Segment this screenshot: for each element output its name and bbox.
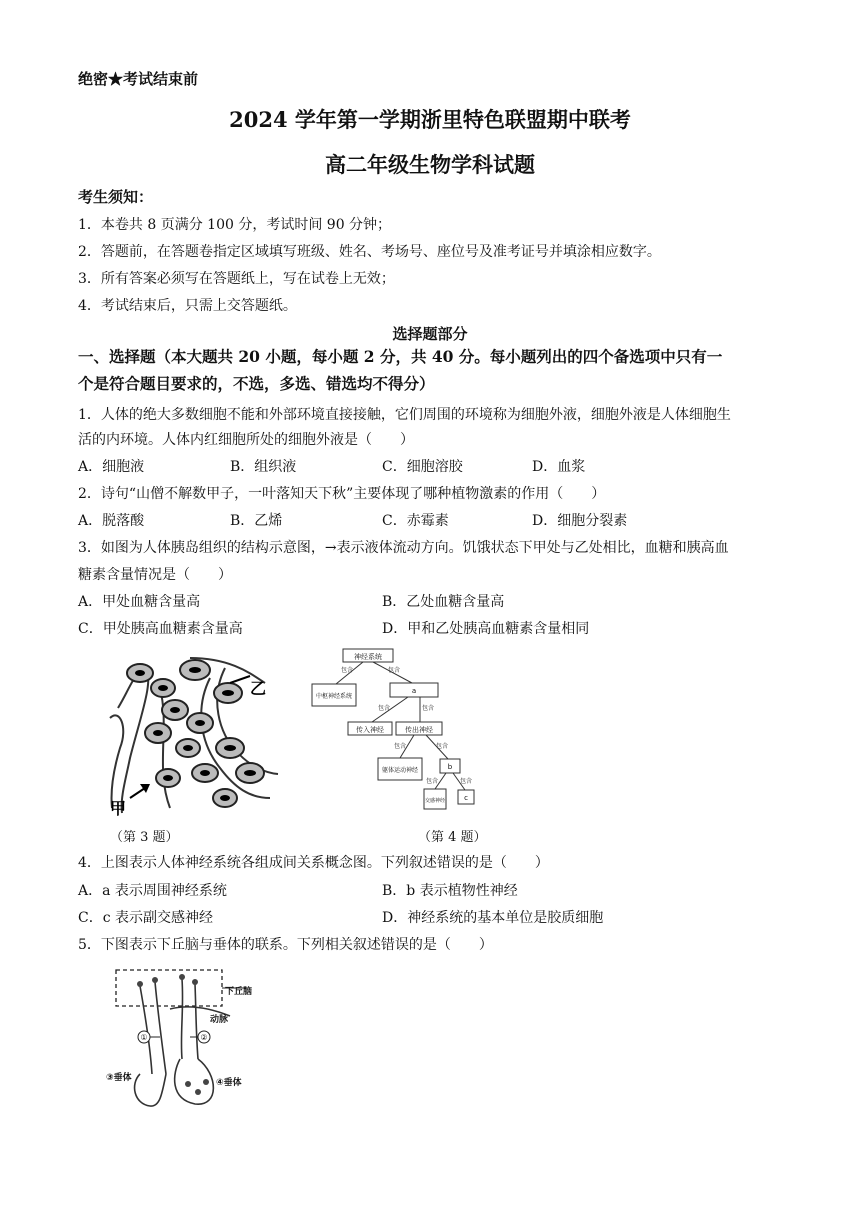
q3-option-c: C．甲处胰高血糖素含量高 bbox=[78, 621, 243, 637]
q4-option-c: C．c 表示副交感神经 bbox=[78, 910, 214, 926]
q2-option-b: B．乙烯 bbox=[230, 513, 283, 529]
edge-label: 包含 bbox=[341, 667, 354, 674]
edge-label: 包含 bbox=[426, 778, 439, 785]
section-heading: 个是符合题目要求的，不选，多选、错选均不得分） bbox=[78, 374, 435, 393]
label-hypothalamus: 下丘脑 bbox=[225, 987, 253, 997]
q3-option-d: D．甲和乙处胰高血糖素含量相同 bbox=[382, 621, 590, 637]
question-3: 3．如图为人体胰岛组织的结构示意图，→表示液体流动方向。饥饿状态下甲处与乙处相比，血糖和胰高血 bbox=[78, 540, 729, 556]
label-yi: 乙 bbox=[250, 679, 267, 698]
marker-1: ① bbox=[140, 1033, 148, 1042]
label-artery: 动脉 bbox=[210, 1015, 229, 1025]
edge-label: 包含 bbox=[378, 705, 391, 712]
notice-item: 3．所有答案必须写在答题纸上，写在试卷上无效； bbox=[78, 271, 395, 287]
section-heading: 一、选择题（本大题共 20 小题，每小题 2 分，共 40 分。每小题列出的四个备选项中只有一 bbox=[78, 347, 723, 366]
question-5: 5．下图表示下丘脑与垂体的联系。下列相关叙述错误的是（ ） bbox=[78, 937, 493, 953]
node-central: 中枢神经系统 bbox=[315, 693, 353, 700]
figure-4-caption: （第 4 题） bbox=[418, 830, 487, 845]
node-c: c bbox=[464, 794, 468, 802]
label-pituitary-4: ④垂体 bbox=[216, 1078, 242, 1088]
q2-option-d: D．细胞分裂素 bbox=[532, 513, 628, 529]
exam-title: 2024 学年第一学期浙里特色联盟期中联考 bbox=[229, 107, 631, 132]
q2-option-c: C．赤霉素 bbox=[382, 513, 449, 529]
secret-mark: 绝密★考试结束前 bbox=[78, 70, 199, 88]
figure-3-islet-diagram bbox=[100, 648, 280, 818]
q4-option-a: A．a 表示周围神经系统 bbox=[78, 883, 227, 899]
question-1-cont: 活的内环境。人体内红细胞所处的细胞外液是（ ） bbox=[78, 432, 414, 448]
edge-label: 包含 bbox=[394, 743, 407, 750]
notice-item: 2．答题前，在答题卷指定区域填写班级、姓名、考场号、座位号及准考证号并填涂相应数字。 bbox=[78, 244, 661, 260]
figure-4-concept-map bbox=[308, 646, 478, 811]
label-jia: 甲 bbox=[110, 799, 127, 818]
question-3-cont: 糖素含量情况是（ ） bbox=[78, 567, 232, 583]
node-efferent: 传出神经 bbox=[405, 726, 433, 734]
edge-label: 包含 bbox=[436, 743, 449, 750]
edge-label: 包含 bbox=[460, 778, 473, 785]
question-2: 2．诗句“山僧不解数甲子，一叶落知天下秋”主要体现了哪种植物激素的作用（ ） bbox=[78, 486, 606, 502]
q3-option-a: A．甲处血糖含量高 bbox=[78, 594, 201, 610]
notice-item: 4．考试结束后，只需上交答题纸。 bbox=[78, 298, 297, 314]
question-4: 4．上图表示人体神经系统各组成间关系概念图。下列叙述错误的是（ ） bbox=[78, 855, 549, 871]
edge-label: 包含 bbox=[388, 667, 401, 674]
q1-option-d: D．血浆 bbox=[532, 459, 586, 475]
node-a: a bbox=[411, 687, 417, 695]
question-1: 1．人体的绝大多数细胞不能和外部环境直接接触，它们周围的环境称为细胞外液，细胞外液是人体细胞生 bbox=[78, 407, 731, 423]
node-root: 神经系统 bbox=[354, 653, 382, 661]
node-somatic: 躯体运动神经 bbox=[381, 767, 419, 774]
label-pituitary-3: ③垂体 bbox=[106, 1073, 132, 1083]
q4-option-b: B．b 表示植物性神经 bbox=[382, 883, 518, 899]
part-title: 选择题部分 bbox=[392, 325, 468, 343]
q3-option-b: B．乙处血糖含量高 bbox=[382, 594, 505, 610]
node-afferent: 传入神经 bbox=[356, 726, 384, 734]
q1-option-c: C．细胞溶胶 bbox=[382, 459, 463, 475]
q1-option-a: A．细胞液 bbox=[78, 459, 145, 475]
notice-item: 1．本卷共 8 页满分 100 分，考试时间 90 分钟； bbox=[78, 217, 392, 233]
figure-3-caption: （第 3 题） bbox=[110, 830, 179, 845]
q2-option-a: A．脱落酸 bbox=[78, 513, 145, 529]
node-sympathetic: 交感神经 bbox=[424, 798, 446, 804]
edge-label: 包含 bbox=[422, 705, 435, 712]
exam-subtitle: 高二年级生物学科试题 bbox=[325, 152, 535, 177]
q1-option-b: B．组织液 bbox=[230, 459, 297, 475]
marker-2: ② bbox=[200, 1033, 208, 1042]
notice-heading: 考生须知： bbox=[78, 188, 154, 206]
figure-5-hypothalamus-pituitary bbox=[100, 964, 290, 1114]
node-b: b bbox=[447, 763, 453, 771]
q4-option-d: D．神经系统的基本单位是胶质细胞 bbox=[382, 910, 604, 926]
